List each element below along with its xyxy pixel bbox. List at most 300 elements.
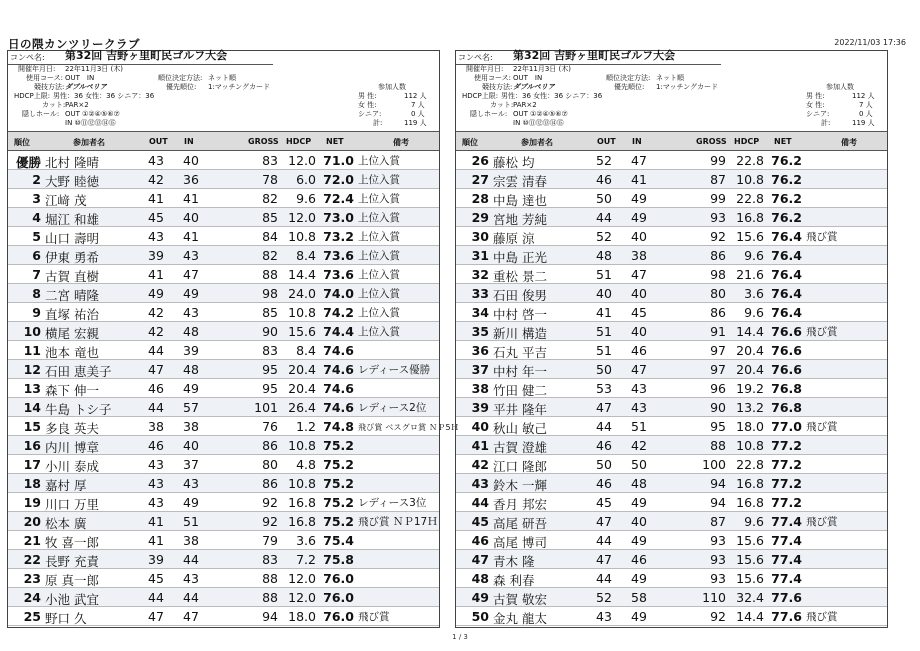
player-name-cell: 新川 構造 xyxy=(493,326,547,341)
out-score-cell: 45 xyxy=(148,571,164,586)
hdcp-label: HDCP上限: xyxy=(14,92,51,100)
rank-cell: 7 xyxy=(32,267,41,282)
table-row xyxy=(8,341,439,360)
player-name-cell: 牧 喜一郎 xyxy=(45,535,99,550)
rank-cell: 49 xyxy=(471,590,489,605)
gross-cell: 82 xyxy=(262,248,278,263)
hdcp-value: 男性：36 女性：36 シニア：36 xyxy=(53,92,155,100)
course-label: 使用コース: xyxy=(26,74,64,82)
out-score-cell: 47 xyxy=(148,362,164,377)
col-gross: GROSS xyxy=(248,137,279,146)
gross-cell: 90 xyxy=(262,324,278,339)
gross-cell: 94 xyxy=(710,476,726,491)
in-score-cell: 39 xyxy=(183,343,199,358)
cut-value: PAR×2 xyxy=(513,101,537,109)
out-score-cell: 44 xyxy=(148,590,164,605)
out-score-cell: 47 xyxy=(596,400,612,415)
in-score-cell: 41 xyxy=(631,172,647,187)
table-row xyxy=(456,360,887,379)
net-cell: 73.0 xyxy=(323,210,354,225)
net-cell: 77.2 xyxy=(771,438,802,453)
gross-cell: 84 xyxy=(262,229,278,244)
remark-cell: レディース優勝 xyxy=(358,364,431,376)
hdcp-cell: 3.6 xyxy=(296,533,316,548)
in-score-cell: 49 xyxy=(631,495,647,510)
player-name-cell: 内川 博章 xyxy=(45,440,99,455)
gross-cell: 95 xyxy=(710,419,726,434)
out-score-cell: 45 xyxy=(596,495,612,510)
hdcp-cell: 7.2 xyxy=(296,552,316,567)
ranking-label: 順位決定方法: xyxy=(158,74,203,82)
in-score-cell: 43 xyxy=(183,305,199,320)
hdcp-cell: 12.0 xyxy=(288,153,316,168)
hdcp-cell: 16.8 xyxy=(288,495,316,510)
remark-cell: 上位入賞 xyxy=(358,193,400,205)
col-name: 参加者名 xyxy=(73,138,105,147)
total-label: 計: xyxy=(373,119,383,127)
gross-cell: 85 xyxy=(262,305,278,320)
ranking-label: 順位決定方法: xyxy=(606,74,651,82)
participants-label: 参加人数 xyxy=(378,83,406,91)
remark-cell: 飛び賞 xyxy=(806,421,838,433)
out-score-cell: 51 xyxy=(596,324,612,339)
rank-cell: 50 xyxy=(471,609,489,624)
out-score-cell: 43 xyxy=(148,229,164,244)
net-cell: 76.2 xyxy=(771,153,802,168)
table-row xyxy=(8,398,439,417)
out-score-cell: 40 xyxy=(596,286,612,301)
in-score-cell: 38 xyxy=(631,248,647,263)
gross-cell: 95 xyxy=(262,362,278,377)
compe-label: コンペ名: xyxy=(458,53,493,62)
table-row xyxy=(8,246,439,265)
in-score-cell: 43 xyxy=(183,248,199,263)
col-rank: 順位 xyxy=(462,138,478,147)
rank-cell: 42 xyxy=(471,457,489,472)
rank-cell: 32 xyxy=(471,267,489,282)
rank-cell: 30 xyxy=(471,229,489,244)
player-name-cell: 松本 廣 xyxy=(45,516,87,531)
table-row xyxy=(8,417,459,436)
rank-cell: 優勝 xyxy=(15,155,41,170)
out-score-cell: 48 xyxy=(596,248,612,263)
table-row xyxy=(8,265,439,284)
table-row xyxy=(8,170,439,189)
hdcp-cell: 9.6 xyxy=(744,514,764,529)
rank-cell: 40 xyxy=(471,419,489,434)
gross-cell: 76 xyxy=(262,419,278,434)
hidden-hole-out: OUT ①②④⑤⑥⑦ xyxy=(65,110,120,118)
player-name-cell: 池本 竜也 xyxy=(45,345,99,360)
table-row xyxy=(8,474,439,493)
net-cell: 75.2 xyxy=(323,438,354,453)
competition-title: 第32回 吉野ヶ里町民ゴルフ大会 xyxy=(65,49,228,62)
male-count: 112 人 xyxy=(404,92,427,100)
male-count: 112 人 xyxy=(852,92,875,100)
net-cell: 75.2 xyxy=(323,514,354,529)
remark-cell: 飛び賞 xyxy=(806,516,838,528)
rank-cell: 43 xyxy=(471,476,489,491)
col-in: IN xyxy=(632,137,642,146)
page-number: 1 / 3 xyxy=(452,633,468,641)
remark-cell: 上位入賞 xyxy=(358,269,400,281)
out-score-cell: 43 xyxy=(148,153,164,168)
rank-cell: 37 xyxy=(471,362,489,377)
out-score-cell: 51 xyxy=(596,267,612,282)
player-name-cell: 嘉村 厚 xyxy=(45,478,87,493)
net-cell: 75.2 xyxy=(323,457,354,472)
gross-cell: 86 xyxy=(710,248,726,263)
hdcp-label: HDCP上限: xyxy=(462,92,499,100)
player-name-cell: 長野 充責 xyxy=(45,554,99,569)
hdcp-cell: 20.4 xyxy=(288,381,316,396)
out-score-cell: 44 xyxy=(596,210,612,225)
in-score-cell: 49 xyxy=(183,495,199,510)
cut-label: カット: xyxy=(42,101,66,109)
hdcp-cell: 15.6 xyxy=(736,552,764,567)
remark-cell: 飛び賞 xyxy=(806,326,838,338)
player-name-cell: 森 利春 xyxy=(493,573,535,588)
net-cell: 75.2 xyxy=(323,495,354,510)
hdcp-cell: 15.6 xyxy=(736,229,764,244)
net-cell: 76.6 xyxy=(771,343,802,358)
in-score-cell: 41 xyxy=(183,191,199,206)
remark-cell: 上位入賞 xyxy=(358,174,400,186)
table-row xyxy=(456,151,887,170)
out-score-cell: 46 xyxy=(148,381,164,396)
senior-count: 0 人 xyxy=(859,110,873,118)
player-name-cell: 宮地 芳純 xyxy=(493,212,547,227)
net-cell: 77.2 xyxy=(771,476,802,491)
in-score-cell: 47 xyxy=(183,267,199,282)
player-name-cell: 藤松 均 xyxy=(493,155,535,170)
in-score-cell: 44 xyxy=(183,552,199,567)
print-timestamp: 2022/11/03 17:36 xyxy=(834,38,906,47)
gross-cell: 88 xyxy=(262,571,278,586)
player-name-cell: 重松 景二 xyxy=(493,269,547,284)
net-cell: 77.2 xyxy=(771,495,802,510)
out-score-cell: 43 xyxy=(596,609,612,624)
player-name-cell: 中島 正光 xyxy=(493,250,547,265)
hdcp-cell: 32.4 xyxy=(736,590,764,605)
total-label: 計: xyxy=(821,119,831,127)
player-name-cell: 野口 久 xyxy=(45,611,87,626)
table-row xyxy=(456,208,887,227)
table-row xyxy=(456,455,887,474)
net-cell: 76.4 xyxy=(771,248,802,263)
gross-cell: 100 xyxy=(702,457,726,472)
hdcp-cell: 22.8 xyxy=(736,191,764,206)
out-score-cell: 44 xyxy=(148,343,164,358)
out-score-cell: 49 xyxy=(148,286,164,301)
remark-cell: 飛び賞 ベスグロ賞 ＮＰ5Ｈ xyxy=(358,423,459,432)
table-row xyxy=(456,436,887,455)
table-row xyxy=(456,265,887,284)
out-score-cell: 42 xyxy=(148,324,164,339)
rank-cell: 26 xyxy=(471,153,489,168)
in-score-cell: 48 xyxy=(183,324,199,339)
net-cell: 77.4 xyxy=(771,552,802,567)
table-row xyxy=(8,151,439,170)
hidden-hole-out: OUT ①②④⑤⑥⑦ xyxy=(513,110,568,118)
participants-label: 参加人数 xyxy=(826,83,854,91)
priority-label: 優先順位: xyxy=(614,83,645,91)
in-score-cell: 49 xyxy=(183,381,199,396)
remark-cell: 上位入賞 xyxy=(358,326,400,338)
cut-value: PAR×2 xyxy=(65,101,89,109)
col-net: NET xyxy=(326,137,344,146)
in-score-cell: 47 xyxy=(631,362,647,377)
hdcp-cell: 22.8 xyxy=(736,457,764,472)
hdcp-cell: 15.6 xyxy=(736,533,764,548)
net-cell: 73.6 xyxy=(323,248,354,263)
table-row xyxy=(8,512,439,531)
course-label: 使用コース: xyxy=(474,74,512,82)
player-name-cell: 中島 達也 xyxy=(493,193,547,208)
rank-cell: 24 xyxy=(23,590,41,605)
out-score-cell: 41 xyxy=(148,514,164,529)
in-score-cell: 40 xyxy=(183,210,199,225)
player-name-cell: 石丸 平吉 xyxy=(493,345,547,360)
net-cell: 73.6 xyxy=(323,267,354,282)
out-score-cell: 46 xyxy=(596,476,612,491)
rank-cell: 8 xyxy=(32,286,41,301)
out-score-cell: 42 xyxy=(148,172,164,187)
net-cell: 72.4 xyxy=(323,191,354,206)
date-label: 開催年月日: xyxy=(18,65,56,73)
hidden-hole-in: IN ⑩⑪⑫⑬⑭⑮ xyxy=(65,119,116,127)
in-score-cell: 43 xyxy=(183,476,199,491)
rank-cell: 33 xyxy=(471,286,489,301)
results-rows-right xyxy=(456,151,887,626)
in-score-cell: 51 xyxy=(631,419,647,434)
hdcp-cell: 8.4 xyxy=(296,343,316,358)
table-header xyxy=(8,131,439,151)
in-score-cell: 40 xyxy=(631,229,647,244)
total-count: 119 人 xyxy=(852,119,875,127)
player-name-cell: 石田 恵美子 xyxy=(45,364,112,379)
out-score-cell: 44 xyxy=(596,533,612,548)
results-rows-left xyxy=(8,151,459,626)
in-score-cell: 49 xyxy=(183,286,199,301)
net-cell: 77.4 xyxy=(771,514,802,529)
hdcp-cell: 16.8 xyxy=(288,514,316,529)
hdcp-cell: 19.2 xyxy=(736,381,764,396)
table-row xyxy=(456,284,887,303)
results-panel-right xyxy=(455,50,888,628)
rank-cell: 38 xyxy=(471,381,489,396)
hdcp-cell: 20.4 xyxy=(736,343,764,358)
table-row xyxy=(8,531,439,550)
gross-cell: 86 xyxy=(262,476,278,491)
table-row xyxy=(456,474,887,493)
in-score-cell: 49 xyxy=(631,210,647,225)
table-row xyxy=(456,569,887,588)
net-cell: 76.2 xyxy=(771,191,802,206)
in-score-cell: 40 xyxy=(631,514,647,529)
player-name-cell: 江口 隆郎 xyxy=(493,459,547,474)
rank-cell: 27 xyxy=(471,172,489,187)
gross-cell: 90 xyxy=(710,400,726,415)
player-name-cell: 藤原 涼 xyxy=(493,231,535,246)
hdcp-cell: 9.6 xyxy=(744,305,764,320)
hdcp-cell: 14.4 xyxy=(288,267,316,282)
rank-cell: 21 xyxy=(23,533,41,548)
col-remarks: 備考 xyxy=(841,138,857,147)
net-cell: 74.6 xyxy=(323,343,354,358)
hdcp-cell: 12.0 xyxy=(288,571,316,586)
out-score-cell: 41 xyxy=(148,533,164,548)
competition-header xyxy=(8,51,439,131)
net-cell: 76.0 xyxy=(323,609,354,624)
hdcp-cell: 18.0 xyxy=(736,419,764,434)
hdcp-cell: 9.6 xyxy=(744,248,764,263)
female-label: 女 性: xyxy=(358,101,377,109)
gross-cell: 93 xyxy=(710,533,726,548)
gross-cell: 82 xyxy=(262,191,278,206)
in-score-cell: 42 xyxy=(631,438,647,453)
in-score-cell: 49 xyxy=(631,609,647,624)
competition-header xyxy=(456,51,887,131)
col-out: OUT xyxy=(597,137,616,146)
date-value: 22年11月3日 (木) xyxy=(65,65,123,73)
out-score-cell: 52 xyxy=(596,590,612,605)
gross-cell: 95 xyxy=(262,381,278,396)
out-score-cell: 39 xyxy=(148,552,164,567)
out-score-cell: 46 xyxy=(596,172,612,187)
table-row xyxy=(456,246,887,265)
net-cell: 76.6 xyxy=(771,324,802,339)
rank-cell: 13 xyxy=(23,381,41,396)
player-name-cell: 金丸 龍太 xyxy=(493,611,547,626)
format-value: ダブルペリア xyxy=(65,83,107,91)
in-score-cell: 50 xyxy=(631,457,647,472)
net-cell: 71.0 xyxy=(323,153,354,168)
table-row xyxy=(456,303,887,322)
gross-cell: 98 xyxy=(262,286,278,301)
rank-cell: 29 xyxy=(471,210,489,225)
net-cell: 76.4 xyxy=(771,305,802,320)
net-cell: 77.2 xyxy=(771,457,802,472)
net-cell: 77.0 xyxy=(771,419,802,434)
rank-cell: 16 xyxy=(23,438,41,453)
remark-cell: 上位入賞 xyxy=(358,212,400,224)
net-cell: 75.8 xyxy=(323,552,354,567)
table-row xyxy=(456,531,887,550)
net-cell: 77.6 xyxy=(771,590,802,605)
net-cell: 76.2 xyxy=(771,172,802,187)
table-row xyxy=(456,550,887,569)
out-score-cell: 46 xyxy=(596,438,612,453)
player-name-cell: 二宮 晴隆 xyxy=(45,288,99,303)
out-score-cell: 51 xyxy=(596,343,612,358)
hdcp-cell: 12.0 xyxy=(288,590,316,605)
rank-cell: 44 xyxy=(471,495,489,510)
gross-cell: 97 xyxy=(710,343,726,358)
hdcp-cell: 3.6 xyxy=(744,286,764,301)
gross-cell: 96 xyxy=(710,381,726,396)
rank-cell: 41 xyxy=(471,438,489,453)
rank-cell: 19 xyxy=(23,495,41,510)
player-name-cell: 大野 睦徳 xyxy=(45,174,99,189)
rank-cell: 35 xyxy=(471,324,489,339)
net-cell: 76.4 xyxy=(771,267,802,282)
rank-cell: 28 xyxy=(471,191,489,206)
table-row xyxy=(8,303,439,322)
remark-cell: 上位入賞 xyxy=(358,231,400,243)
table-row xyxy=(456,493,887,512)
date-value: 22年11月3日 (木) xyxy=(513,65,571,73)
table-row xyxy=(8,379,439,398)
in-score-cell: 43 xyxy=(631,400,647,415)
in-score-cell: 37 xyxy=(183,457,199,472)
col-name: 参加者名 xyxy=(521,138,553,147)
rank-cell: 12 xyxy=(23,362,41,377)
player-name-cell: 山口 壽明 xyxy=(45,231,99,246)
player-name-cell: 直塚 祐治 xyxy=(45,307,99,322)
net-cell: 75.4 xyxy=(323,533,354,548)
out-score-cell: 53 xyxy=(596,381,612,396)
compe-label: コンペ名: xyxy=(10,53,45,62)
table-row xyxy=(8,227,439,246)
gross-cell: 91 xyxy=(710,324,726,339)
player-name-cell: 牛島 トシ子 xyxy=(45,402,112,417)
in-score-cell: 45 xyxy=(631,305,647,320)
out-score-cell: 50 xyxy=(596,362,612,377)
out-score-cell: 43 xyxy=(148,457,164,472)
rank-cell: 18 xyxy=(23,476,41,491)
col-rank: 順位 xyxy=(14,138,30,147)
hdcp-cell: 26.4 xyxy=(288,400,316,415)
hdcp-cell: 16.8 xyxy=(736,495,764,510)
player-name-cell: 高尾 博司 xyxy=(493,535,547,550)
player-name-cell: 森下 伸一 xyxy=(45,383,99,398)
table-row xyxy=(456,170,887,189)
rank-cell: 15 xyxy=(23,419,41,434)
rank-cell: 34 xyxy=(471,305,489,320)
out-score-cell: 45 xyxy=(148,210,164,225)
in-score-cell: 40 xyxy=(183,153,199,168)
out-score-cell: 47 xyxy=(596,552,612,567)
in-score-cell: 41 xyxy=(183,229,199,244)
player-name-cell: 石田 俊男 xyxy=(493,288,547,303)
gross-cell: 83 xyxy=(262,343,278,358)
in-score-cell: 38 xyxy=(183,533,199,548)
hdcp-cell: 20.4 xyxy=(288,362,316,377)
col-hdcp: HDCP xyxy=(734,137,760,146)
table-row xyxy=(456,588,887,607)
format-label: 競技方法: xyxy=(482,83,513,91)
player-name-cell: 中村 啓一 xyxy=(493,307,547,322)
rank-cell: 47 xyxy=(471,552,489,567)
hdcp-cell: 12.0 xyxy=(288,210,316,225)
player-name-cell: 伊東 勇希 xyxy=(45,250,99,265)
hdcp-cell: 16.8 xyxy=(736,476,764,491)
player-name-cell: 横尾 宏親 xyxy=(45,326,99,341)
col-out: OUT xyxy=(149,137,168,146)
net-cell: 74.6 xyxy=(323,362,354,377)
gross-cell: 93 xyxy=(710,210,726,225)
out-score-cell: 41 xyxy=(148,191,164,206)
col-in: IN xyxy=(184,137,194,146)
gross-cell: 85 xyxy=(262,210,278,225)
gross-cell: 80 xyxy=(262,457,278,472)
net-cell: 76.4 xyxy=(771,229,802,244)
out-score-cell: 41 xyxy=(596,305,612,320)
rank-cell: 45 xyxy=(471,514,489,529)
player-name-cell: 小池 武宜 xyxy=(45,592,99,607)
hdcp-cell: 22.8 xyxy=(736,153,764,168)
